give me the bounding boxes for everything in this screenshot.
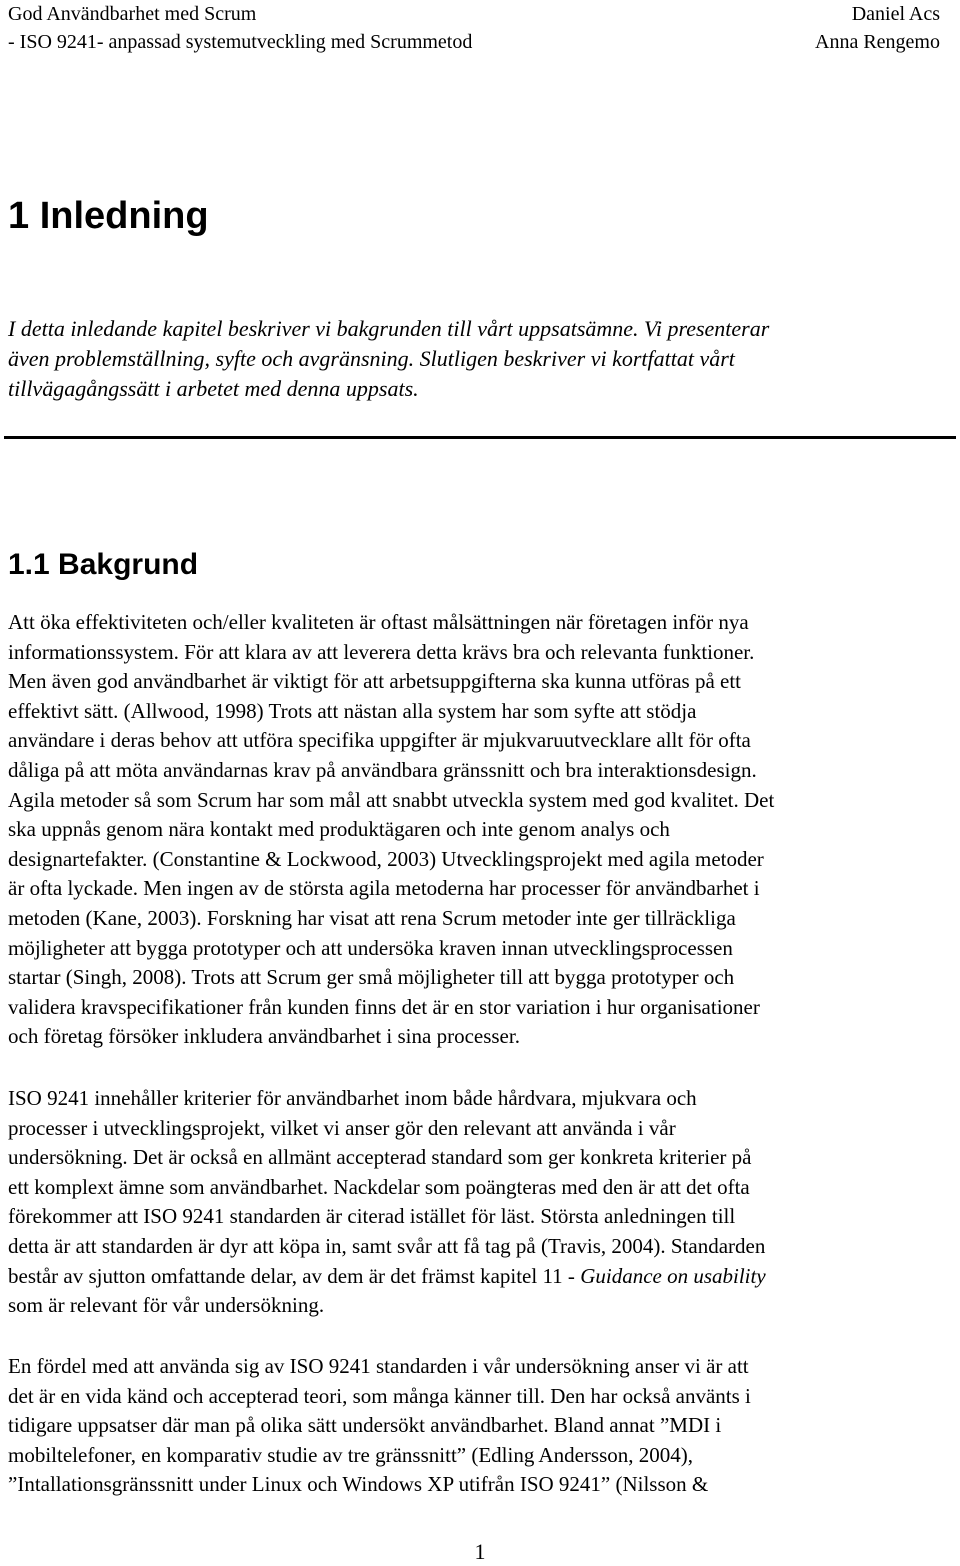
paragraph-line: undersökning. Det är också en allmänt accepterad standard som ger konkreta kriterier på [8,1145,752,1170]
paragraph-line: möjligheter att bygga prototyper och att undersöka kraven innan utvecklingsprocessen [8,935,733,960]
paragraph-line: metoden (Kane, 2003). Forskning har visat att rena Scrum metoder inte ger tillräckliga [8,905,736,930]
paragraph-2 [8,1084,952,1321]
page-header [8,0,952,56]
page-number: 1 [474,1539,486,1564]
paragraph-line [8,1262,952,1292]
author-1: Daniel Acs [851,3,940,25]
paragraph-line: startar (Singh, 2008). Trots att Scrum ger små möjligheter till att bygga prototyper och [8,965,735,990]
paragraph-line: Att öka effektiviteten och/eller kvaliteten är oftast målsättningen när företagen inför nya [8,610,749,634]
thesis-title: God Användbarhet med Scrum [8,3,257,25]
paragraph-line: effektivt sätt. (Allwood, 1998) Trots att nästan alla system har som syfte att stödja [8,698,697,723]
paragraph-line: som är relevant för vår undersökning. [8,1293,325,1318]
header-row-1 [8,0,952,28]
paragraph-1 [8,608,952,1052]
paragraph-line: Agila metoder så som Scrum har som mål att snabbt utveckla system med god kvalitet. Det [8,787,775,812]
paragraph-line: validera kravspecifikationer från kunden finns det är en stor variation i hur organisationer [8,994,760,1019]
paragraph-line: ”Intallationsgränssnitt under Linux och Windows XP utifrån ISO 9241” (Nilsson & [8,1472,709,1497]
section-title: 1.1 Bakgrund [8,548,199,581]
paragraph-3 [8,1352,952,1500]
paragraph-line: tidigare uppsatser där man på olika sätt undersökt användbarhet. Bland annat ”MDI i [8,1413,722,1438]
paragraph-line: det är en vida känd och accepterad teori, som många känner till. Den har också använts i [8,1383,751,1408]
paragraph-line: ska uppnås genom nära kontakt med produktägaren och inte genom analys och [8,817,670,842]
paragraph-text: består av sjutton omfattande delar, av dem är det främst kapitel 11 - [8,1263,581,1288]
paragraph-line: dåliga på att möta användarnas krav på användbara gränssnitt och bra interaktionsdesign. [8,757,757,782]
paragraph-line: och företag försöker inkludera användbarhet i sina processer. [8,1024,520,1049]
chapter-title: 1 Inledning [8,195,209,237]
paragraph-line: Men även god användbarhet är viktigt för att arbetsuppgifterna ska kunna utföras på ett [8,669,742,694]
paragraph-line: detta är att standarden är dyr att köpa in, samt svår att få tag på (Travis, 2004). Standarden [8,1233,766,1258]
intro-line: även problemställning, syfte och avgränsning. Slutligen beskriver vi kortfattat vårt [8,346,735,371]
paragraph-line: En fördel med att använda sig av ISO 9241 standarden i vår undersökning anser vi är att [8,1354,749,1378]
paragraph-line: informationssystem. För att klara av att leverera detta krävs bra och relevanta funktioner. [8,639,755,664]
paragraph-line: användare i deras behov att utföra specifika uppgifter är mjukvaruutvecklare allt för ofta [8,728,751,753]
intro-line: I detta inledande kapitel beskriver vi bakgrunden till vårt uppsatsämne. Vi presenterar [8,316,770,341]
header-row-2 [8,28,952,56]
intro-line: tillvägagångssätt i arbetet med denna uppsats. [8,376,419,401]
horizontal-rule [4,436,956,439]
paragraph-line: förekommer att ISO 9241 standarden är citerad istället för läst. Största anledningen till [8,1204,736,1229]
chapter-intro [8,314,948,404]
paragraph-line: designartefakter. (Constantine & Lockwood, 2003) Utvecklingsprojekt med agila metoder [8,846,764,871]
paragraph-line: mobiltelefoner, en komparativ studie av tre gränssnitt” (Edling Andersson, 2004), [8,1442,694,1467]
paragraph-line: processer i utvecklingsprojekt, vilket vi anser gör den relevant att använda i vår [8,1115,676,1140]
document-title-italic: Guidance on usability [580,1263,766,1288]
author-2: Anna Rengemo [815,31,940,53]
paragraph-line: ISO 9241 innehåller kriterier för användbarhet inom både hårdvara, mjukvara och [8,1086,697,1110]
paragraph-line: är ofta lyckade. Men ingen av de största agila metoderna har processer för användbarhet i [8,876,760,901]
thesis-subtitle: - ISO 9241- anpassad systemutveckling med Scrummetod [8,31,473,53]
paragraph-line: ett komplext ämne som användbarhet. Nackdelar som poängteras med den är att det ofta [8,1174,750,1199]
